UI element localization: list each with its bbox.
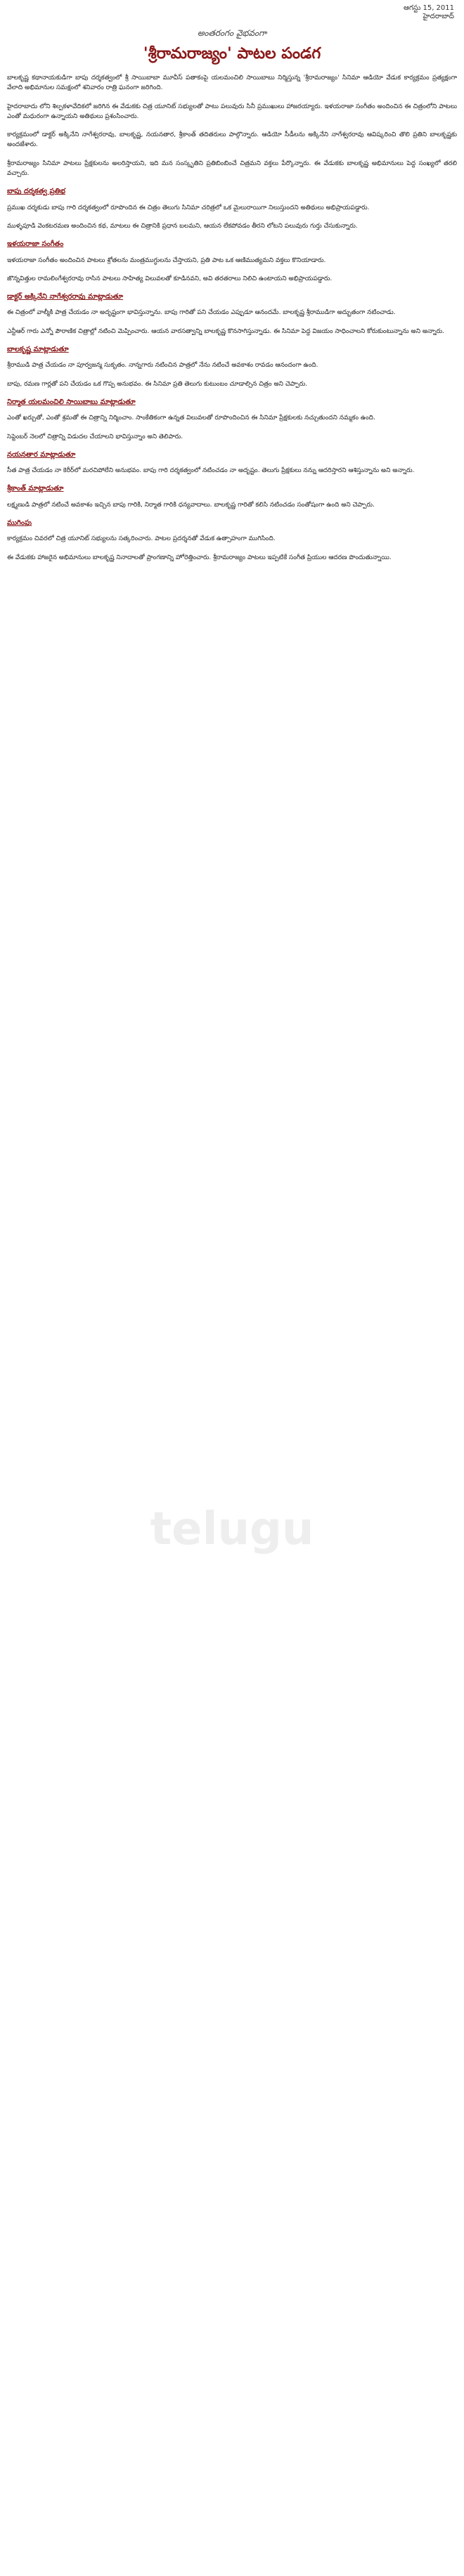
article-paragraph: బాపు, రమణ గార్లతో పని చేయడం ఒక గొప్ప అనుభవం. ఈ సినిమా ప్రతి తెలుగు కుటుంబం చూడాల్సిన చిత్రం అని చెప్పారు. xyxy=(7,380,308,388)
place-text: హైదరాబాద్ xyxy=(423,13,454,20)
article-paragraph: ఎన్టీఆర్ గారు ఎన్నో పౌరాణిక చిత్రాల్లో నటించి మెప్పించారు. ఆయన వారసత్వాన్ని బాలకృష్ణ కొనసాగిస్తున్నాడు. ఈ సినిమా పెద్ద విజయం సాధించాలని కోరుకుంటున్నాను అని అన్నారు. xyxy=(7,327,445,335)
article-paragraph: ప్రముఖ దర్శకుడు బాపు గారి దర్శకత్వంలో రూపొందిన ఈ చిత్రం తెలుగు సినిమా చరిత్రలో ఒక మైలురాయిగా నిలుస్తుందని అతిథులు అభిప్రాయపడ్డారు. xyxy=(7,204,370,211)
kicker-line: అంతరంగం వైభవంగా xyxy=(197,28,267,38)
date-text: ఆగస్టు 15, 2011 xyxy=(404,4,454,12)
section-heading: బాలకృష్ణ మాట్లాడుతూ xyxy=(7,346,69,354)
article-section xyxy=(7,345,457,389)
article-paragraph: ఎంతో ఖర్చుతో, ఎంతో శ్రమతో ఈ చిత్రాన్ని నిర్మించాం. సాంకేతికంగా ఉన్నత విలువలతో రూపొందించిన ఈ సినిమా ప్రేక్షకులకు నచ్చుతుందని నమ్మకం ఉంది. xyxy=(7,414,375,422)
article-section xyxy=(7,398,457,442)
article-section xyxy=(7,292,457,336)
section-heading: నిర్మాత యలమంచిలి సాయిబాబు మాట్లాడుతూ xyxy=(7,398,136,406)
section-heading: ముగింపు xyxy=(7,519,32,528)
article-paragraph: సీత పాత్ర చేయడం నా కెరీర్‌లో మరచిపోలేని అనుభవం. బాపు గారి దర్శకత్వంలో నటించడం నా అదృష్టం. తెలుగు ప్రేక్షకులు నన్ను ఆదరిస్తారని ఆశిస్తున్నాను అని అన్నారు. xyxy=(7,467,415,475)
article-section xyxy=(7,450,457,476)
page-title: 'శ్రీరామరాజ్యం' పాటల పండగ xyxy=(143,45,321,63)
article-paragraph: శ్రీరాముడి పాత్ర చేయడం నా పూర్వజన్మ సుకృతం. నాన్నగారు నటించిన పాత్రలో నేను నటించే అవకాశం రావడం ఆనందంగా ఉంది. xyxy=(7,362,318,370)
article-paragraph: లక్ష్మణుడి పాత్రలో నటించే అవకాశం ఇచ్చిన బాపు గారికి, నిర్మాత గారికి ధన్యవాదాలు. బాలకృష్ణ గారితో కలిసి నటించడం సంతోషంగా ఉంది అని చెప్పారు. xyxy=(7,501,375,509)
article-paragraph: శ్రీరామరాజ్యం సినిమా పాటలు ప్రేక్షకులను అలరిస్తాయని, ఇది మన సంస్కృతిని ప్రతిబింబించే చిత్రమని వక్తలు పేర్కొన్నారు. ఈ వేడుకకు బాలకృష్ణ అభిమానులు పెద్ద సంఖ్యలో తరలి వచ్చారు. xyxy=(7,159,457,178)
section-heading: బాపు దర్శకత్వ ప్రతిభ xyxy=(7,188,65,196)
article-paragraph: ఈ చిత్రంలో వాల్మీకి పాత్ర చేయడం నా అదృష్టంగా భావిస్తున్నాను. బాపు గారితో పని చేయడం ఎప్పుడూ ఆనందమే. బాలకృష్ణ శ్రీరాముడిగా అద్భుతంగా నటించాడు. xyxy=(7,309,396,317)
article-section xyxy=(7,240,457,284)
article-paragraph: ఇళయరాజా సంగీతం అందించిన పాటలు శ్రోతలను మంత్రముగ్ధులను చేస్తాయని, ప్రతి పాట ఒక ఆణిముత్యమని వక్తలు కొనియాడారు. xyxy=(7,256,326,264)
section-heading: ఇళయరాజా సంగీతం xyxy=(7,240,64,249)
watermark-logo: telugu xyxy=(150,1503,314,1555)
article-date xyxy=(404,4,454,21)
article-section xyxy=(7,518,457,563)
section-heading: శ్రీకాంత్ మాట్లాడుతూ xyxy=(7,485,64,493)
article-paragraph: బాలకృష్ణ కథానాయకుడిగా బాపు దర్శకత్వంలో శ్రీ సాయిబాబా మూవీస్ పతాకంపై యలమంచిలి సాయిబాబు నిర్మిస్తున్న 'శ్రీరామరాజ్యం' సినిమా ఆడియో వేడుక కార్యక్రమం ప్రత్యక్షంగా వేలాది అభిమానుల సమక్షంలో శనివారం రాత్రి ఘనంగా జరిగింది. xyxy=(7,74,457,92)
article-paragraph: ముళ్ళపూడి వెంకటరమణ అందించిన కథ, మాటలు ఈ చిత్రానికి ప్రధాన బలమని, ఆయన లేకపోవడం తీరని లోటని పలువురు గుర్తు చేసుకున్నారు. xyxy=(7,222,358,230)
section-heading: నయనతార మాట్లాడుతూ xyxy=(7,450,76,459)
article-section xyxy=(7,187,457,231)
article-body xyxy=(7,73,457,571)
article-section xyxy=(7,73,457,178)
article-paragraph: కార్యక్రమం చివరలో చిత్ర యూనిట్ సభ్యులను సత్కరించారు. పాటల ప్రదర్శనతో వేడుక ఉత్సాహంగా ముగిసింది. xyxy=(7,535,276,543)
article-paragraph: ఈ వేడుకకు హాజరైన అభిమానులు బాలకృష్ణ నినాదాలతో ప్రాంగణాన్ని హోరెత్తించారు. శ్రీరామరాజ్యం పాటలు ఇప్పటికే సంగీత ప్రియుల ఆదరణ పొందుతున్నాయి. xyxy=(7,554,392,561)
article-paragraph: జొన్నవిత్తుల రామలింగేశ్వరరావు రాసిన పాటలు సాహిత్య విలువలతో కూడినవని, అవి తరతరాలు నిలిచి ఉంటాయని అభిప్రాయపడ్డారు. xyxy=(7,275,333,282)
article-paragraph: కార్యక్రమంలో డాక్టర్ అక్కినేని నాగేశ్వరరావు, బాలకృష్ణ, నయనతార, శ్రీకాంత్ తదితరులు పాల్గొన్నారు. ఆడియో సీడీలను అక్కినేని నాగేశ్వరరావు ఆవిష్కరించి తొలి ప్రతిని బాలకృష్ణకు అందజేశారు. xyxy=(7,131,457,149)
article-paragraph: సెప్టెంబర్ నెలలో చిత్రాన్ని విడుదల చేయాలని భావిస్తున్నాం అని తెలిపారు. xyxy=(7,433,183,440)
section-heading: డాక్టర్ అక్కినేని నాగేశ్వరరావు మాట్లాడుతూ xyxy=(7,293,124,301)
article-section xyxy=(7,484,457,510)
article-paragraph: హైదరాబాదు లోని శిల్పకళావేదికలో జరిగిన ఈ వేడుకకు చిత్ర యూనిట్ సభ్యులతో పాటు పలువురు సినీ ప్రముఖులు హాజరయ్యారు. ఇళయరాజా సంగీతం అందించిన ఈ చిత్రంలోని పాటలు ఎంతో మధురంగా ఉన్నాయని అతిథులు ప్రశంసించారు. xyxy=(7,103,457,120)
